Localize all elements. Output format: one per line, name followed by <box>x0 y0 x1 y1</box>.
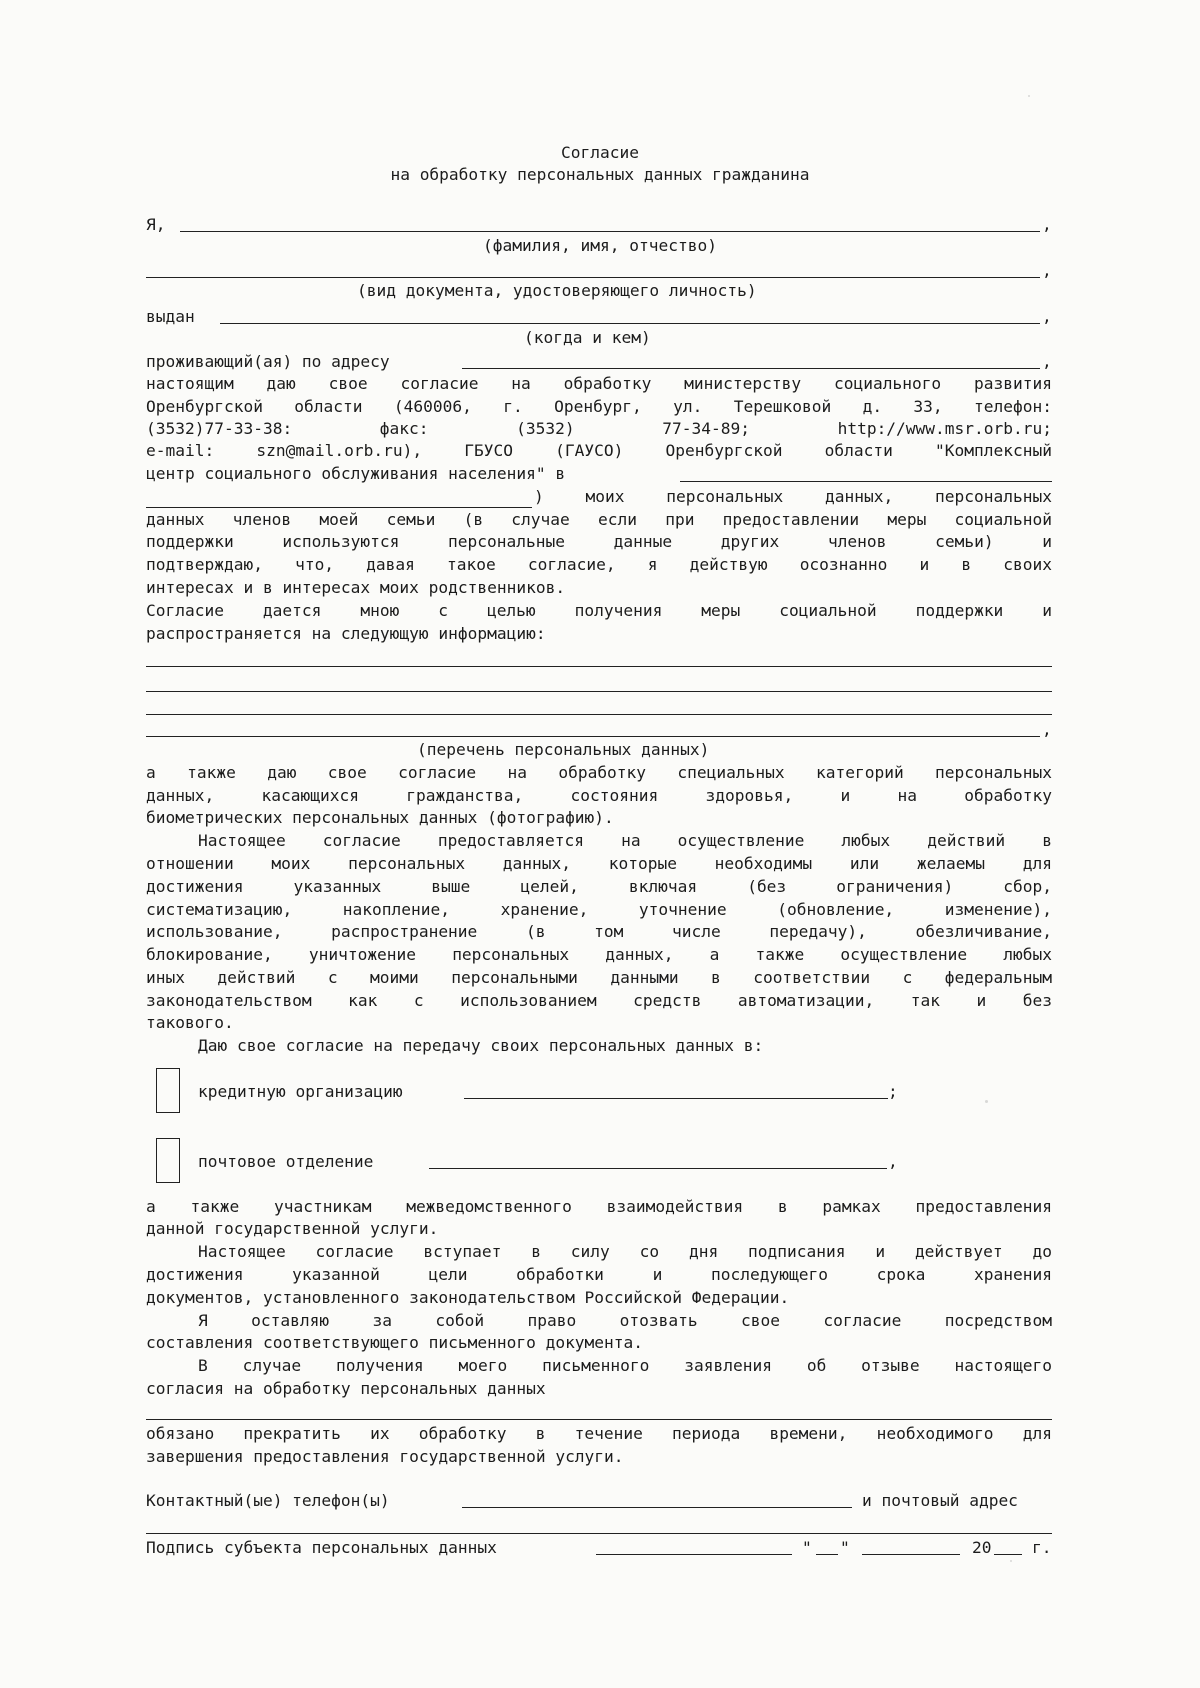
actions-line-9: такового. <box>146 1013 234 1032</box>
body-line-3: (3532)77-33-38: факс: (3532) 77-34-89; http://www.msr.orb.ru; <box>146 419 1052 438</box>
form-title: Согласие <box>561 143 639 162</box>
credit-org-label: кредитную организацию <box>198 1082 403 1101</box>
issued-comma: , <box>1042 307 1052 326</box>
body-line-5: центр социального обслуживания населения" в <box>146 464 566 483</box>
body-line-8: поддержки используются персональные данные других членов семьи) и <box>146 532 1052 551</box>
ya-label: Я, <box>146 215 166 234</box>
issued-line[interactable] <box>220 323 1040 324</box>
document-hint: (вид документа, удостоверяющего личность) <box>357 281 757 300</box>
date-day-line[interactable] <box>816 1554 838 1555</box>
scan-speck <box>1028 95 1030 97</box>
fio-comma: , <box>1042 215 1052 234</box>
contact-phone-line[interactable] <box>462 1507 852 1508</box>
special-line-1: а также даю свое согласие на обработку специальных категорий персональных <box>146 763 1052 782</box>
special-line-2: данных, касающихся гражданства, состояния здоровья, и на обработку <box>146 786 1052 805</box>
address-line[interactable] <box>462 368 1040 369</box>
fio-line[interactable] <box>180 231 1040 232</box>
revoke-line-1: Я оставляю за собой право отозвать свое согласие посредством <box>198 1311 1052 1330</box>
actions-line-5: использование, распространение (в том числе передачу), обезличивание, <box>146 922 1052 941</box>
operator-line[interactable] <box>146 1419 1052 1420</box>
date-year-suffix: г. <box>1032 1538 1052 1557</box>
credit-org-semicolon: ; <box>888 1082 898 1101</box>
center-line-a[interactable] <box>680 481 1052 482</box>
data-list-line-4[interactable] <box>146 736 1040 737</box>
validity-line-3: документов, установленного законодательством Российской Федерации. <box>146 1288 790 1307</box>
interagency-line-2: данной государственной услуги. <box>146 1219 439 1238</box>
body-line-12: распространяется на следующую информацию: <box>146 624 546 643</box>
body-line-4: e-mail: szn@mail.orb.ru), ГБУСО (ГАУСО) Оренбургской области "Комплексный <box>146 441 1052 460</box>
scan-speck <box>1010 1560 1012 1562</box>
date-month-line[interactable] <box>862 1554 960 1555</box>
address-label: проживающий(ая) по адресу <box>146 352 390 371</box>
postal-address-line[interactable] <box>146 1533 1052 1534</box>
issued-hint: (когда и кем) <box>524 328 651 347</box>
date-year-prefix: 20 <box>972 1538 992 1557</box>
data-list-line-2[interactable] <box>146 691 1052 692</box>
date-quote-open: " <box>802 1538 812 1557</box>
body-line-7: данных членов моей семьи (в случае если при предоставлении меры социальной <box>146 510 1052 529</box>
post-office-line[interactable] <box>429 1168 887 1169</box>
post-office-checkbox[interactable] <box>156 1138 180 1183</box>
body-line-10: интересах и в интересах моих родственников. <box>146 578 566 597</box>
revoke-line-2: составления соответствующего письменного документа. <box>146 1333 644 1352</box>
transfer-line: Даю свое согласие на передачу своих персональных данных в: <box>198 1036 764 1055</box>
actions-line-8: законодательством как с использованием средств автоматизации, так и без <box>146 991 1052 1010</box>
scan-speck <box>985 1100 988 1103</box>
body-line-1: настоящим даю свое согласие на обработку министерству социального развития <box>146 374 1052 393</box>
date-year-line[interactable] <box>994 1554 1022 1555</box>
actions-line-3: достижения указанных выше целей, включая (без ограничения) сбор, <box>146 877 1052 896</box>
document-comma: , <box>1042 261 1052 280</box>
document-line[interactable] <box>146 277 1040 278</box>
credit-org-checkbox[interactable] <box>156 1068 180 1113</box>
fio-hint: (фамилия, имя, отчество) <box>483 236 717 255</box>
signature-label: Подпись субъекта персональных данных <box>146 1538 497 1557</box>
post-office-comma: , <box>888 1152 898 1171</box>
credit-org-line[interactable] <box>464 1098 888 1099</box>
body-line-9: подтверждаю, что, давая такое согласие, я действую осознанно и в своих <box>146 555 1052 574</box>
form-subtitle: на обработку персональных данных гражданина <box>390 165 810 184</box>
interagency-line-1: а также участникам межведомственного взаимодействия в рамках предоставления <box>146 1197 1052 1216</box>
validity-line-2: достижения указанной цели обработки и последующего срока хранения <box>146 1265 1052 1284</box>
center-line-b[interactable] <box>146 507 532 508</box>
date-quote-close: " <box>840 1538 850 1557</box>
actions-line-6: блокирование, уничтожение персональных данных, а также осуществление любых <box>146 945 1052 964</box>
actions-line-1: Настоящее согласие предоставляется на осуществление любых действий в <box>198 831 1052 850</box>
signature-line[interactable] <box>596 1554 792 1555</box>
data-list-hint: (перечень персональных данных) <box>417 740 710 759</box>
data-list-line-1[interactable] <box>146 666 1052 667</box>
post-office-label: почтовое отделение <box>198 1152 374 1171</box>
data-list-comma: , <box>1042 720 1052 739</box>
special-line-3: биометрических персональных данных (фотографию). <box>146 808 614 827</box>
withdraw-line-2: согласия на обработку персональных данных <box>146 1379 546 1398</box>
obligation-line-1: обязано прекратить их обработку в течение периода времени, необходимого для <box>146 1424 1052 1443</box>
contact-phone-label: Контактный(ые) телефон(ы) <box>146 1491 390 1510</box>
postal-address-label: и почтовый адрес <box>862 1491 1018 1510</box>
issued-label: выдан <box>146 307 195 326</box>
body-line-2: Оренбургской области (460006, г. Оренбург, ул. Терешковой д. 33, телефон: <box>146 397 1052 416</box>
actions-line-7: иных действий с моими персональными данными в соответствии с федеральным <box>146 968 1052 987</box>
actions-line-4: систематизацию, накопление, хранение, уточнение (обновление, изменение), <box>146 900 1052 919</box>
data-list-line-3[interactable] <box>146 714 1052 715</box>
validity-line-1: Настоящее согласие вступает в силу со дня подписания и действует до <box>198 1242 1052 1261</box>
withdraw-line-1: В случае получения моего письменного заявления об отзыве настоящего <box>198 1356 1052 1375</box>
body-line-6: ) моих персональных данных, персональных <box>534 487 1052 506</box>
obligation-line-2: завершения предоставления государственной услуги. <box>146 1447 624 1466</box>
address-comma: , <box>1042 352 1052 371</box>
body-line-11: Согласие дается мною с целью получения меры социальной поддержки и <box>146 601 1052 620</box>
actions-line-2: отношении моих персональных данных, которые необходимы или желаемы для <box>146 854 1052 873</box>
